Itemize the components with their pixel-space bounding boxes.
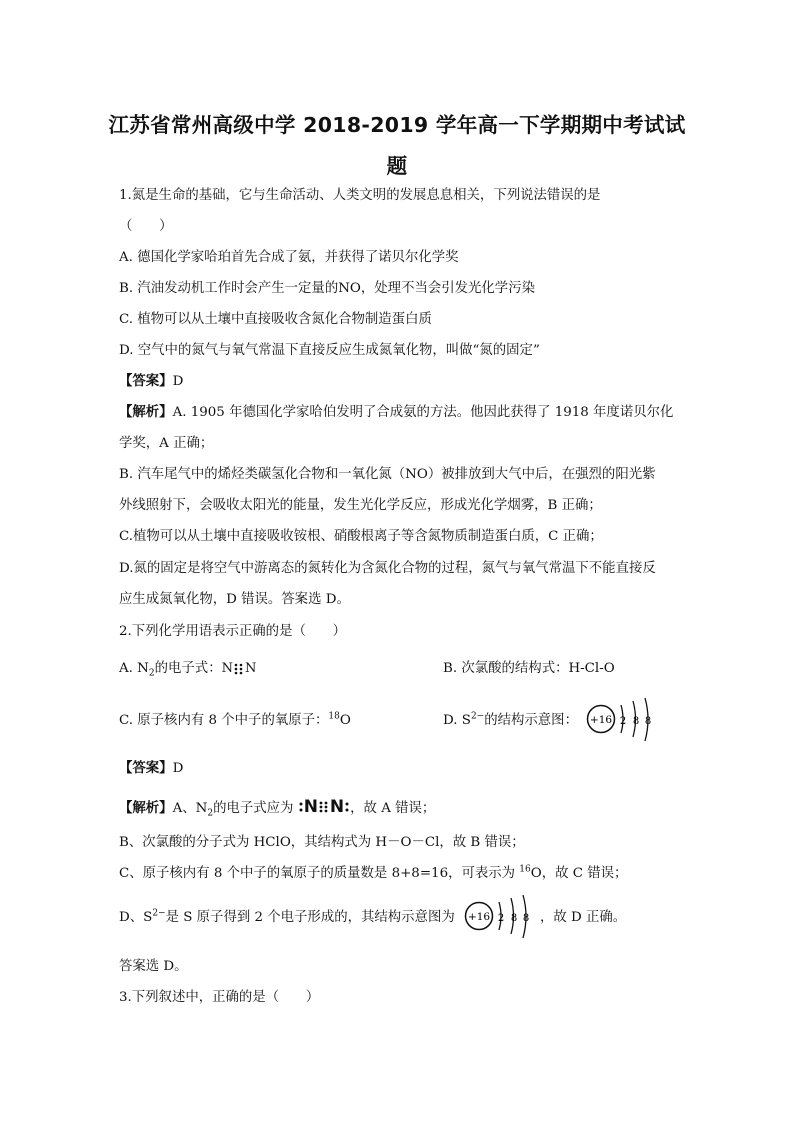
shell-1-count: 2 bbox=[497, 913, 505, 924]
q1-analysis-line-5: C.植物可以从土壤中直接吸收铵根、硝酸根离子等含氮物质制造蛋白质，C 正确； bbox=[119, 529, 603, 544]
q1-option-a: A. 德国化学家哈珀首先合成了氨，并获得了诺贝尔化学奖 bbox=[119, 250, 459, 265]
q2-conclusion: 答案选 D。 bbox=[119, 959, 188, 974]
q1-option-b: B. 汽油发动机工作时会产生一定量的NO，处理不当会引发光化学污染 bbox=[119, 281, 535, 296]
q1-analysis-line-6: D.氮的固定是将空气中游离态的氮转化为含氮化合物的过程，氮气与氧气常温下不能直接反 bbox=[119, 561, 656, 576]
nucleus-charge: +16 bbox=[467, 911, 491, 923]
q2-analysis-line-2: B、次氯酸的分子式为 HClO，其结构式为 H－O－Cl，故 B 错误； bbox=[119, 835, 525, 850]
document-title: 江苏省常州高级中学 2018-2019 学年高一下学期期中考试试 bbox=[108, 113, 686, 137]
q2-option-d: D. $S^{2-}$的结构示意图： bbox=[443, 711, 578, 728]
shell-2-count: 8 bbox=[632, 716, 640, 727]
shell-3-count: 8 bbox=[644, 716, 652, 727]
q2-analysis-line-4: D、$S^{2-}$是 S 原子得到 2 个电子形成的，其结构示意图为 bbox=[119, 908, 455, 925]
s2-ion-structure-diagram bbox=[585, 697, 665, 743]
answer-value: D bbox=[172, 761, 184, 776]
triple-bond-dots-icon bbox=[233, 663, 245, 675]
q2-option-c: C. 原子核内有 8 个中子的氧原子：$^{18}$O bbox=[119, 711, 351, 728]
q1-analysis-line-7: 应生成氮氧化物，D 错误。答案选 D。 bbox=[119, 592, 350, 607]
q2-answer bbox=[119, 762, 183, 775]
triple-bond-dots-icon bbox=[318, 800, 330, 814]
nucleus-charge: +16 bbox=[589, 714, 613, 726]
answer-label: 【答案】 bbox=[119, 373, 173, 389]
q1-option-d: D. 空气中的氮气与氧气常温下直接反应生成氮氧化物，叫做“氮的固定” bbox=[119, 343, 540, 358]
document-title-continued: 题 bbox=[386, 154, 408, 178]
q2-analysis-line-4-end: ，故 D 正确。 bbox=[540, 910, 627, 925]
shell-1-count: 2 bbox=[619, 716, 627, 727]
q2-option-b: B. 次氯酸的结构式：H-Cl-O bbox=[443, 661, 615, 676]
s2-ion-structure-diagram-analysis bbox=[463, 894, 539, 940]
q1-stem: 1.氮是生命的基础，它与生命活动、人类文明的发展息息相关，下列说法错误的是 bbox=[119, 188, 601, 203]
q3-stem: 3.下列叙述中，正确的是（ ） bbox=[119, 990, 320, 1005]
q1-answer-paren: （ ） bbox=[119, 219, 173, 234]
n2-electron-formula: N N bbox=[221, 661, 257, 676]
q1-analysis-line-1 bbox=[119, 406, 673, 419]
q1-analysis-line-4: 外线照射下，会吸收太阳光的能量，发生光化学反应，形成光化学烟雾，B 正确； bbox=[119, 498, 602, 513]
answer-value: D bbox=[172, 374, 184, 389]
q1-option-c: C. 植物可以从土壤中直接吸收含氮化合物制造蛋白质 bbox=[119, 312, 432, 327]
answer-label: 【答案】 bbox=[119, 760, 173, 776]
analysis-label: 【解析】 bbox=[119, 404, 173, 420]
q1-analysis-line-2: 学奖，A 正确； bbox=[119, 436, 214, 451]
q1-analysis-line-3: B. 汽车尾气中的烯烃类碳氢化合物和一氧化氮（NO）被排放到大气中后，在强烈的阳光紫 bbox=[119, 467, 656, 482]
q2-analysis-line-1: 【解析】A、$N_2$的电子式应为 N N ，故 A 错误； bbox=[119, 797, 436, 819]
analysis-label: 【解析】 bbox=[119, 800, 173, 816]
q2-option-a: A. $N_2$的电子式：N N bbox=[119, 661, 257, 679]
n2-correct-electron-formula: N N bbox=[298, 797, 350, 817]
shell-2-count: 8 bbox=[510, 913, 518, 924]
shell-3-count: 8 bbox=[522, 913, 530, 924]
q1-answer bbox=[119, 375, 183, 388]
q2-analysis-line-3: C、原子核内有 8 个中子的氧原子的质量数是 8+8=16，可表示为 $^{16}$O，故 C 错误； bbox=[119, 864, 628, 881]
q2-stem: 2.下列化学用语表示正确的是（ ） bbox=[119, 624, 347, 639]
analysis-text: A. 1905 年德国化学家哈伯发明了合成氨的方法。他因此获得了 1918 年度诺贝尔化 bbox=[172, 405, 674, 420]
